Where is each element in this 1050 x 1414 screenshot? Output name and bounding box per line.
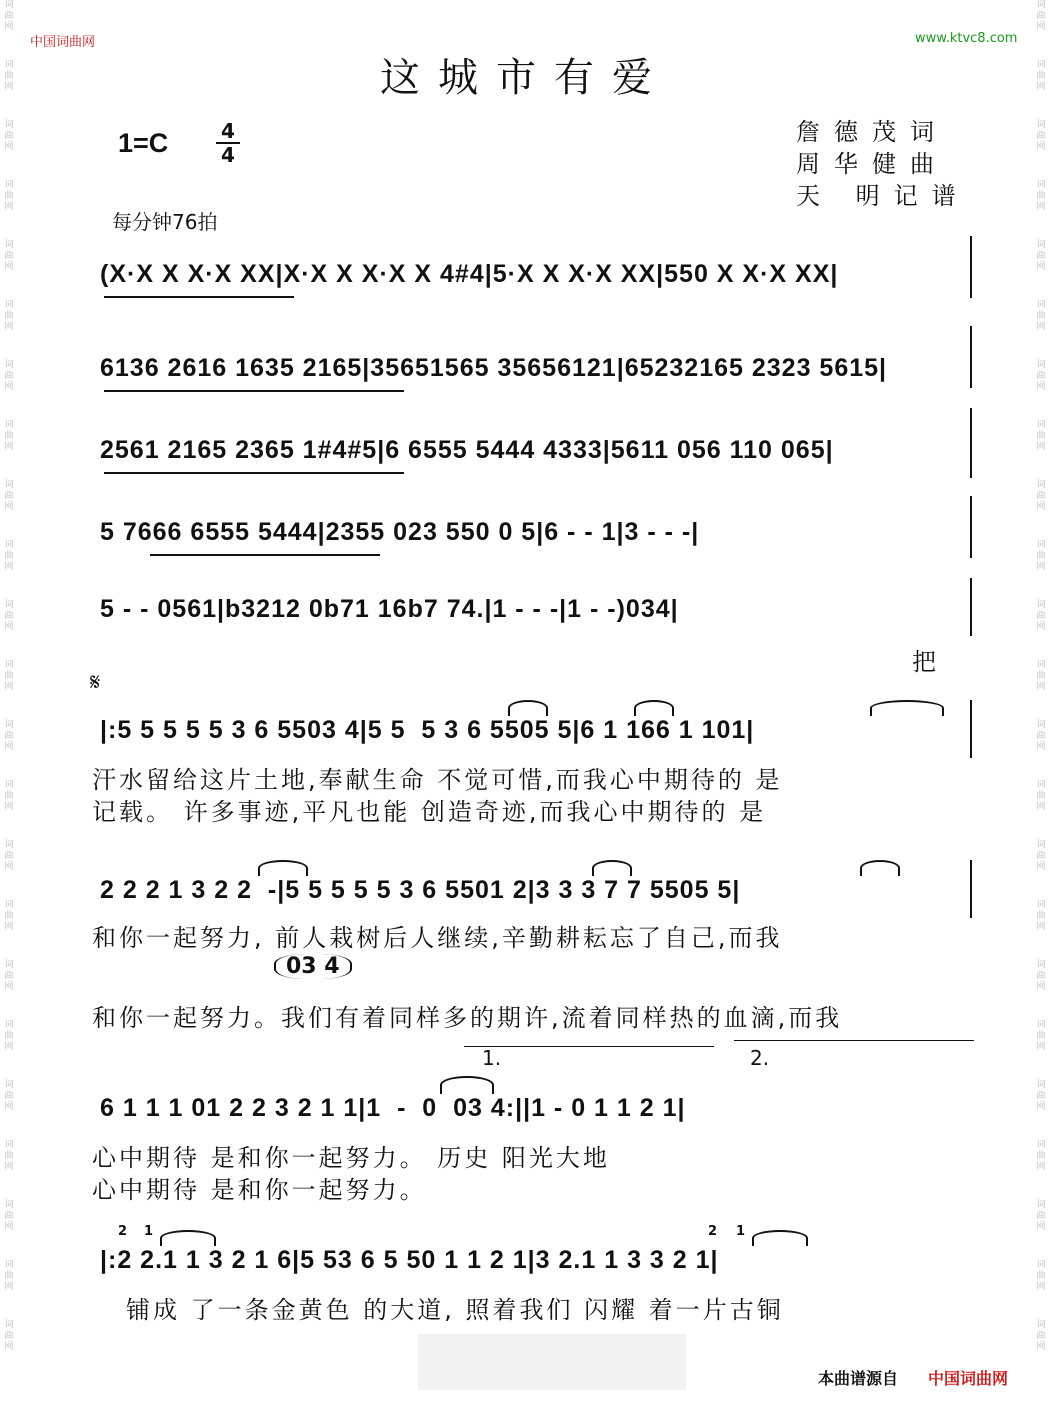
side-watermark-text: 词曲网 [1036,900,1046,932]
score-line-1: (X·X X X·X XX|X·X X X·X X 4#4|5·X X X·X XX|550 X X·X XX| [100,260,839,288]
side-watermark-text: 词曲网 [4,900,14,932]
side-watermark-right [1033,0,1049,1414]
credit-lyricist: 詹德茂词 [796,118,948,146]
side-watermark-text: 词曲网 [4,1140,14,1172]
bar-line [970,408,972,478]
volta-2-bracket [734,1040,974,1041]
side-watermark-text: 词曲网 [4,300,14,332]
site-watermark-left[interactable]: 中国词曲网 [30,35,96,50]
side-watermark-text: 词曲网 [1036,600,1046,632]
side-watermark-text: 词曲网 [1036,120,1046,152]
verse1-lyric-line2: 记载。 许多事迹,平凡也能 创造奇迹,而我心中期待的 是 [92,798,767,826]
time-numerator: 4 [221,119,235,143]
side-watermark-text: 词曲网 [4,840,14,872]
side-watermark-text: 词曲网 [4,480,14,512]
bar-line [970,860,972,918]
verse2-lyric-line1: 和你一起努力, 前人栽树后人继续,辛勤耕耘忘了自己,而我 [92,924,783,952]
beam-mark [104,472,404,474]
verse3-lyric-line1: 心中期待 是和你一起努力。 历史 阳光大地 [92,1144,610,1172]
side-watermark-text: 词曲网 [4,120,14,152]
side-watermark-left [1,0,17,1414]
verse1-notes: |:5 5 5 5 5 3 6 5503 4|5 5 5 3 6 5505 5|6 1 166 1 101| [100,716,755,744]
side-watermark-text: 词曲网 [4,1320,14,1352]
bar-line [970,326,972,388]
bar-line [970,496,972,558]
side-watermark-text: 词曲网 [4,420,14,452]
credit-composer: 周华健曲 [796,150,948,178]
side-watermark-text: 词曲网 [1036,1200,1046,1232]
score-line-3: 2561 2165 2365 1#4#5|6 6555 5444 4333|5611 056 110 065| [100,436,834,464]
side-watermark-text: 词曲网 [4,780,14,812]
side-watermark-text: 词曲网 [1036,840,1046,872]
source-site-link[interactable]: 中国词曲网 [928,1369,1009,1388]
side-watermark-text: 词曲网 [1036,180,1046,212]
side-watermark-text: 词曲网 [1036,420,1046,452]
score-line-4: 5 7666 6555 5444|2355 023 550 0 5|6 - - 1|3 - - -| [100,518,700,546]
segno-sign: 𝄋 [90,668,101,696]
grace-note: 2 [118,1224,128,1239]
side-watermark-text: 词曲网 [1036,1320,1046,1352]
tie-mark [860,860,900,876]
tie-mark [592,860,632,876]
side-watermark-text: 词曲网 [1036,1260,1046,1292]
song-title: 这城市有爱 [380,55,670,101]
score-line-2: 6136 2616 1635 2165|35651565 35656121|65232165 2323 5615| [100,354,888,382]
verse1-lyric-line1: 汗水留给这片土地,奉献生命 不觉可惜,而我心中期待的 是 [92,766,783,794]
side-watermark-text: 词曲网 [4,600,14,632]
side-watermark-text: 词曲网 [4,240,14,272]
volta-2-label: 2. [750,1046,770,1070]
side-watermark-text: 词曲网 [1036,1020,1046,1052]
side-watermark-text: 词曲网 [1036,0,1046,32]
side-watermark-text: 词曲网 [4,360,14,392]
bracketed-pickup-notes: 03 4 [274,954,352,979]
side-watermark-text: 词曲网 [1036,540,1046,572]
tempo-marking: 每分钟76拍 [112,210,218,234]
side-watermark-text: 词曲网 [4,660,14,692]
bar-line [970,236,972,298]
grace-note: 1 [736,1224,746,1239]
side-watermark-text: 词曲网 [4,1200,14,1232]
side-watermark-text: 词曲网 [1036,1140,1046,1172]
side-watermark-text: 词曲网 [1036,240,1046,272]
site-watermark-right[interactable]: www.ktvc8.com [915,31,1018,46]
side-watermark-text: 词曲网 [1036,60,1046,92]
side-watermark-text: 词曲网 [1036,720,1046,752]
side-watermark-text: 词曲网 [1036,660,1046,692]
verse2-notes: 2 2 2 1 3 2 2 -|5 5 5 5 5 3 6 5501 2|3 3 3 7 7 5505 5| [100,876,741,904]
side-watermark-text: 词曲网 [4,720,14,752]
verse2-lyric-line2: 和你一起努力。我们有着同样多的期许,流着同样热的血滴,而我 [92,1004,843,1032]
volta-1-label: 1. [482,1046,502,1070]
side-watermark-text: 词曲网 [1036,300,1046,332]
source-label: 本曲谱源自 [818,1369,899,1388]
time-signature [216,120,240,166]
key-signature: 1=C [118,128,169,158]
bar-line [970,700,972,758]
side-watermark-text: 词曲网 [1036,780,1046,812]
side-watermark-text: 词曲网 [4,1260,14,1292]
time-denominator: 4 [221,143,235,167]
beam-mark [104,296,294,298]
beam-mark [150,554,380,556]
tie-mark [634,700,674,716]
side-watermark-text: 词曲网 [4,60,14,92]
verse4-lyric-line1: 铺成 了一条金黄色 的大道, 照着我们 闪耀 着一片古铜 [126,1296,784,1324]
credit-transcriber: 天 明记谱 [796,182,970,210]
tie-mark [508,700,548,716]
side-watermark-text: 词曲网 [4,1020,14,1052]
verse3-lyric-line2: 心中期待 是和你一起努力。 [92,1176,427,1204]
verse3-notes: 6 1 1 1 01 2 2 3 2 1 1|1 - 0 03 4:||1 - 0 1 1 2 1| [100,1094,686,1122]
side-watermark-text: 词曲网 [4,540,14,572]
volta-1-bracket [464,1046,714,1047]
side-watermark-text: 词曲网 [1036,1080,1046,1112]
side-watermark-text: 词曲网 [4,960,14,992]
tie-mark [160,1230,216,1246]
tie-mark [440,1076,494,1094]
grace-note: 2 [708,1224,718,1239]
side-watermark-text: 词曲网 [4,180,14,212]
blank-footer-area [418,1334,686,1390]
side-watermark-text: 词曲网 [1036,360,1046,392]
side-watermark-text: 词曲网 [4,1080,14,1112]
tie-mark [870,700,944,716]
side-watermark-text: 词曲网 [4,0,14,32]
bar-line [970,578,972,636]
beam-mark [104,390,404,392]
verse4-notes: |:2 2.1 1 3 2 1 6|5 53 6 5 50 1 1 2 1|3 2.1 1 3 3 2 1| [100,1246,719,1274]
score-line-5: 5 - - 0561|b3212 0b71 16b7 74.|1 - - -|1 - -)034| [100,595,679,623]
tie-mark [258,860,308,876]
side-watermark-text: 词曲网 [1036,480,1046,512]
grace-note: 1 [144,1224,154,1239]
tie-mark [752,1230,808,1246]
side-watermark-text: 词曲网 [1036,960,1046,992]
pickup-lyric: 把 [912,648,939,676]
